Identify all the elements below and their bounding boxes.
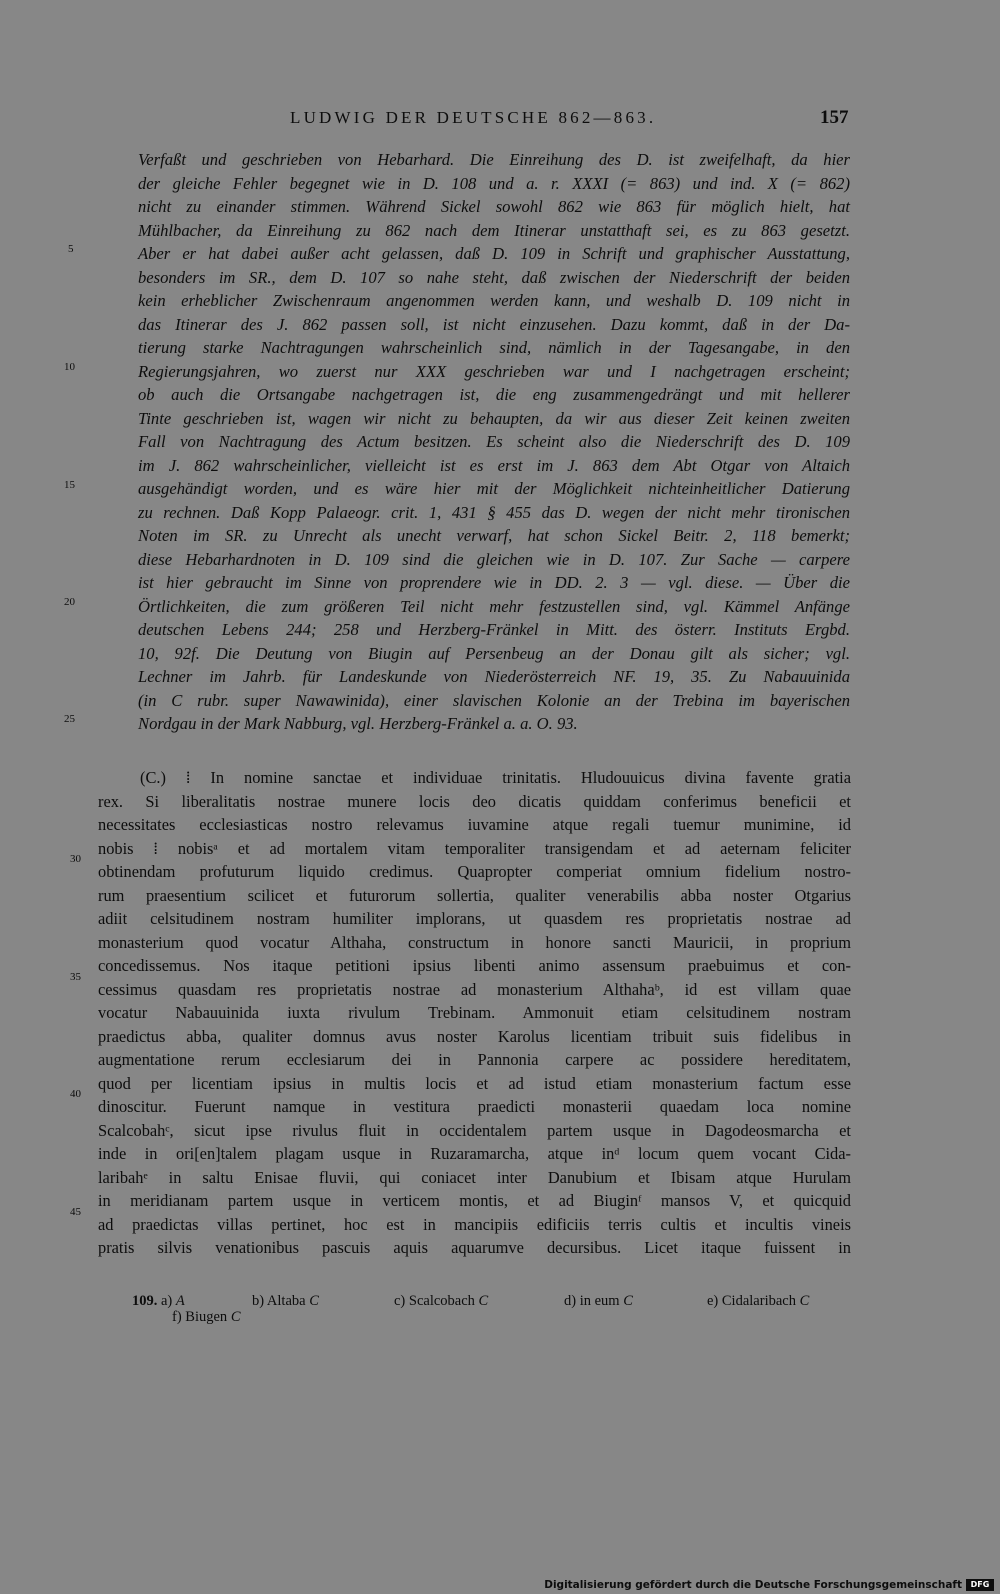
text-line: zu rechnen. Daß Kopp Palaeogr. crit. 1, 431 § 455 das D. wegen der nicht mehr tironischen bbox=[138, 502, 850, 522]
text-line: Verfaßt und geschrieben von Hebarhard. Die Einreihung des D. ist zweifelhaft, da hier bbox=[138, 150, 850, 169]
text-line: nobis ⁞ nobisᵃ et ad mortalem vitam temporaliter transigendam et ad aeternam feliciter bbox=[98, 838, 851, 858]
text-line: ob auch die Ortsangabe nachgetragen ist, die eng zusammengedrängt und mit hellerer bbox=[138, 385, 850, 404]
line-number: 25 bbox=[64, 713, 75, 725]
text-line: Regierungsjahren, wo zuerst nur XXX geschrieben war und I nachgetragen erscheint; bbox=[138, 361, 850, 381]
text-line: obtinendam profuturum liquido credimus. Quapropter comperiat omnium fidelium nostro- bbox=[98, 862, 851, 881]
text-line: laribahᵉ in saltu Enisae fluvii, qui coniacet inter Danubium et Ibisam atque Hurulam bbox=[98, 1167, 851, 1187]
text-line: deutschen Lebens 244; 258 und Herzberg-Fränkel in Mitt. des österr. Instituts Ergbd. bbox=[138, 620, 850, 639]
apparatus-entry-a bbox=[132, 1293, 185, 1310]
text-line: monasterium quod vocatur Althaha, constructum in honore sancti Mauricii, in proprium bbox=[98, 932, 851, 952]
text-line: dinoscitur. Fuerunt namque in vestitura praedicti monasterii quaedam loca nomine bbox=[98, 1097, 851, 1116]
line-number: 5 bbox=[68, 243, 74, 255]
page-number: 157 bbox=[820, 107, 849, 128]
dfg-logo: DFG bbox=[966, 1579, 994, 1591]
text-line: Scalcobahᶜ, sicut ipse rivulus fluit in occidentalem partem usque in Dagodeosmarcha et bbox=[98, 1120, 851, 1140]
page-header bbox=[0, 104, 1000, 134]
text-line: necessitates ecclesiasticas nostro relevamus iuvamine atque regali tuemur munimine, id bbox=[98, 815, 851, 834]
line-number: 20 bbox=[64, 596, 75, 608]
line-number: 15 bbox=[64, 479, 75, 491]
text-line: (in C rubr. super Nawawinida), einer slavischen Kolonie an der Trebina im bayerischen bbox=[138, 690, 850, 710]
text-line: rum praesentium scilicet et futurorum sollertia, qualiter venerabilis abba noster Otgarius bbox=[98, 885, 851, 905]
text-line: Lechner im Jahrb. für Landeskunde von Niederösterreich NF. 19, 35. Zu Nabauuinida bbox=[138, 667, 850, 686]
text-line: Tinte geschrieben ist, wagen wir nicht zu behaupten, da wir aus dieser Zeit keinen zweiten bbox=[138, 408, 850, 428]
text-line: praedictus abba, qualiter domnus avus noster Karolus licentiam tribuit suis fidelibus in bbox=[98, 1026, 851, 1046]
text-line: Örtlichkeiten, die zum größeren Teil nicht mehr festzustellen sind, vgl. Kämmel Anfänge bbox=[138, 596, 850, 616]
footer bbox=[0, 1576, 1000, 1594]
doc-number: 109. bbox=[132, 1293, 158, 1309]
text-line: diese Hebarhardnoten in D. 109 sind die gleichen wie in D. 107. Zur Sache — carpere bbox=[138, 549, 850, 569]
text-line: concedissemus. Nos itaque petitioni ipsius libenti animo assensum praebuimus et con- bbox=[98, 956, 851, 975]
charter-text-block bbox=[98, 766, 851, 1260]
text-line: quod per licentiam ipsius in multis locis et ad istud etiam monasterium factum esse bbox=[98, 1073, 851, 1093]
note-mark: a) bbox=[161, 1293, 173, 1309]
commentary-block bbox=[138, 148, 850, 736]
text-line: tierung starke Nachtragungen wahrscheinlich sind, nämlich in der Tagesangabe, in den bbox=[138, 338, 850, 357]
text-line: ad praedictas villas pertinet, hoc est in mancipiis edificiis terris cultis et incultis vineis bbox=[98, 1214, 851, 1234]
text-line: pratis silvis venationibus pascuis aquis aquarumve decursibus. Licet itaque fuissent in bbox=[98, 1238, 851, 1257]
text-line: Mühlbacher, da Einreihung zu 862 nach dem Itinerar unstatthaft sei, es zu 863 gesetzt. bbox=[138, 220, 850, 240]
apparatus-entry-b: b) Altaba C bbox=[252, 1293, 319, 1309]
line-number: 35 bbox=[70, 971, 81, 983]
text-line: cessimus quasdam res proprietatis nostrae ad monasterium Althahaᵇ, id est villam quae bbox=[98, 979, 851, 999]
text-line: inde in ori[en]talem plagam usque in Ruzaramarcha, atque inᵈ locum quem vocant Cida- bbox=[98, 1144, 851, 1163]
text-line: im J. 862 wahrscheinlicher, vielleicht ist es erst im J. 863 dem Abt Otgar von Altaich bbox=[138, 455, 850, 475]
line-number: 10 bbox=[64, 361, 75, 373]
apparatus-entry-c: c) Scalcobach C bbox=[394, 1293, 489, 1309]
text-line: 10, 92f. Die Deutung von Biugin auf Persenbeug an der Donau gilt als sicher; vgl. bbox=[138, 643, 850, 663]
text-line: ist hier gebraucht im Sinne von proprendere wie in DD. 2. 3 — vgl. diese. — Über die bbox=[138, 573, 850, 592]
text-line: Aber er hat dabei außer acht gelassen, daß D. 109 in Schrift und graphischer Ausstattung, bbox=[138, 244, 850, 263]
text-line: das Itinerar des J. 862 passen soll, ist nicht einzusehen. Dazu kommt, daß in der Da- bbox=[138, 314, 850, 334]
apparatus-entry-f: f) Biugen C bbox=[172, 1309, 241, 1325]
text-line: Nordgau in der Mark Nabburg, vgl. Herzberg-Fränkel a. a. O. 93. bbox=[138, 714, 578, 733]
text-line: kein erheblicher Zwischenraum angenommen werden kann, und weshalb D. 109 nicht in bbox=[138, 291, 850, 310]
text-line: Fall von Nachtragung des Actum besitzen. Es scheint also die Niederschrift des D. 109 bbox=[138, 432, 850, 451]
text-line: besonders im SR., dem D. 107 so nahe steht, daß zwischen der Niederschrift der beiden bbox=[138, 267, 850, 287]
line-number: 45 bbox=[70, 1206, 81, 1218]
text-line: vocatur Nabauuinida iuxta rivulum Trebinam. Ammonuit etiam celsitudinem nostram bbox=[98, 1003, 851, 1022]
text-line: nicht zu einander stimmen. Während Sickel sowohl 862 wie 863 für möglich hielt, hat bbox=[138, 197, 850, 216]
line-number: 30 bbox=[70, 853, 81, 865]
funding-credit: Digitalisierung gefördert durch die Deutsche Forschungsgemeinschaft bbox=[544, 1579, 962, 1591]
text-line: der gleiche Fehler begegnet wie in D. 108 und a. r. XXXI (= 863) und ind. X (= 862) bbox=[138, 173, 850, 193]
text-line: Noten im SR. zu Unrecht als unecht verwarf, hat schon Sickel Beitr. 2, 118 bemerkt; bbox=[138, 526, 850, 545]
running-title: LUDWIG DER DEUTSCHE 862—863. bbox=[290, 108, 657, 127]
apparatus-entry-e: e) Cidalaribach C bbox=[707, 1293, 810, 1309]
apparatus-entry-d: d) in eum C bbox=[564, 1293, 633, 1309]
note-text: A bbox=[175, 1293, 185, 1309]
text-line: rex. Si liberalitatis nostrae munere locis deo dicatis quiddam conferimus beneficii et bbox=[98, 791, 851, 811]
text-line: augmentatione rerum ecclesiarum dei in Pannonia carpere ac possidere hereditatem, bbox=[98, 1050, 851, 1069]
text-line: adiit celsitudinem nostram humiliter implorans, ut quasdem res proprietatis nostrae ad bbox=[98, 909, 851, 928]
text-line: in meridianam partem usque in verticem montis, et ad Biuginᶠ mansos V, et quicquid bbox=[98, 1191, 851, 1210]
line-number: 40 bbox=[70, 1088, 81, 1100]
text-line: (C.) ⁞ In nomine sanctae et individuae trinitatis. Hludouuicus divina favente gratia bbox=[140, 768, 851, 787]
text-line: ausgehändigt worden, und es wäre hier mit der Möglichkeit nichteinheitlicher Datierung bbox=[138, 479, 850, 498]
